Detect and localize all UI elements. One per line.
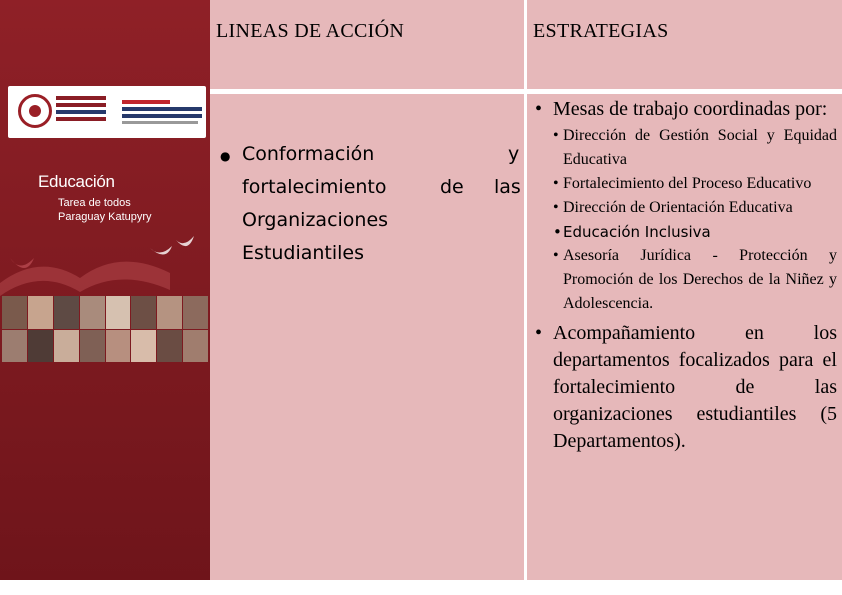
logo-header: [8, 86, 206, 138]
gobierno-nacional-logo: [122, 100, 202, 126]
header-lineas: LINEAS DE ACCIÓN: [216, 20, 405, 42]
strategy-sub-item: • Asesoría Jurídica - Protección y Promoción de los Derechos de la Niñez y Adolescencia.: [563, 244, 837, 316]
header-estrategias: ESTRATEGIAS: [533, 20, 669, 42]
linea-word: fortalecimiento: [242, 176, 387, 198]
brand-title: Educación: [38, 172, 115, 191]
linea-word: Conformación: [242, 143, 375, 165]
ministry-logo: [56, 96, 106, 124]
strategy-sub-item: • Educación Inclusiva: [563, 220, 837, 244]
header-cell-lineas: [210, 0, 527, 89]
coat-of-arms-icon: [18, 94, 52, 128]
strategy-sub-item: • Dirección de Orientación Educativa: [563, 196, 837, 220]
strategy-sub-item: • Fortalecimiento del Proceso Educativo: [563, 172, 837, 196]
linea-word: Organizaciones: [242, 209, 389, 231]
brand-sub-2: Paraguay Katupyry: [58, 211, 152, 223]
strategy-bullet-2: • Acompañamiento en los departamentos focalizados para el fortalecimiento de las organizaciones estudiantiles (5 Departamentos).: [533, 320, 837, 455]
linea-accion-text: [220, 138, 522, 270]
brand-subtitle: [58, 196, 152, 224]
open-book-icon: [0, 228, 210, 298]
strategy-bullet-1: • Mesas de trabajo coordinadas por:: [533, 96, 837, 122]
strategy-table: [210, 0, 842, 580]
bottom-margin: [0, 580, 842, 595]
photo-collage: [2, 296, 208, 362]
bullet-icon: ●: [220, 149, 231, 163]
strategy-sub-list: [533, 124, 837, 316]
header-cell-estrategias: [527, 0, 842, 89]
linea-word: Estudiantiles: [242, 242, 365, 264]
estrategias-text: [533, 96, 837, 455]
brand-sub-1: Tarea de todos: [58, 197, 131, 209]
strategy-sub-item: • Dirección de Gestión Social y Equidad Educativa: [563, 124, 837, 172]
linea-word: las: [494, 176, 521, 198]
left-banner: [0, 0, 210, 595]
linea-word: y: [508, 143, 520, 165]
linea-word: de: [440, 176, 464, 198]
